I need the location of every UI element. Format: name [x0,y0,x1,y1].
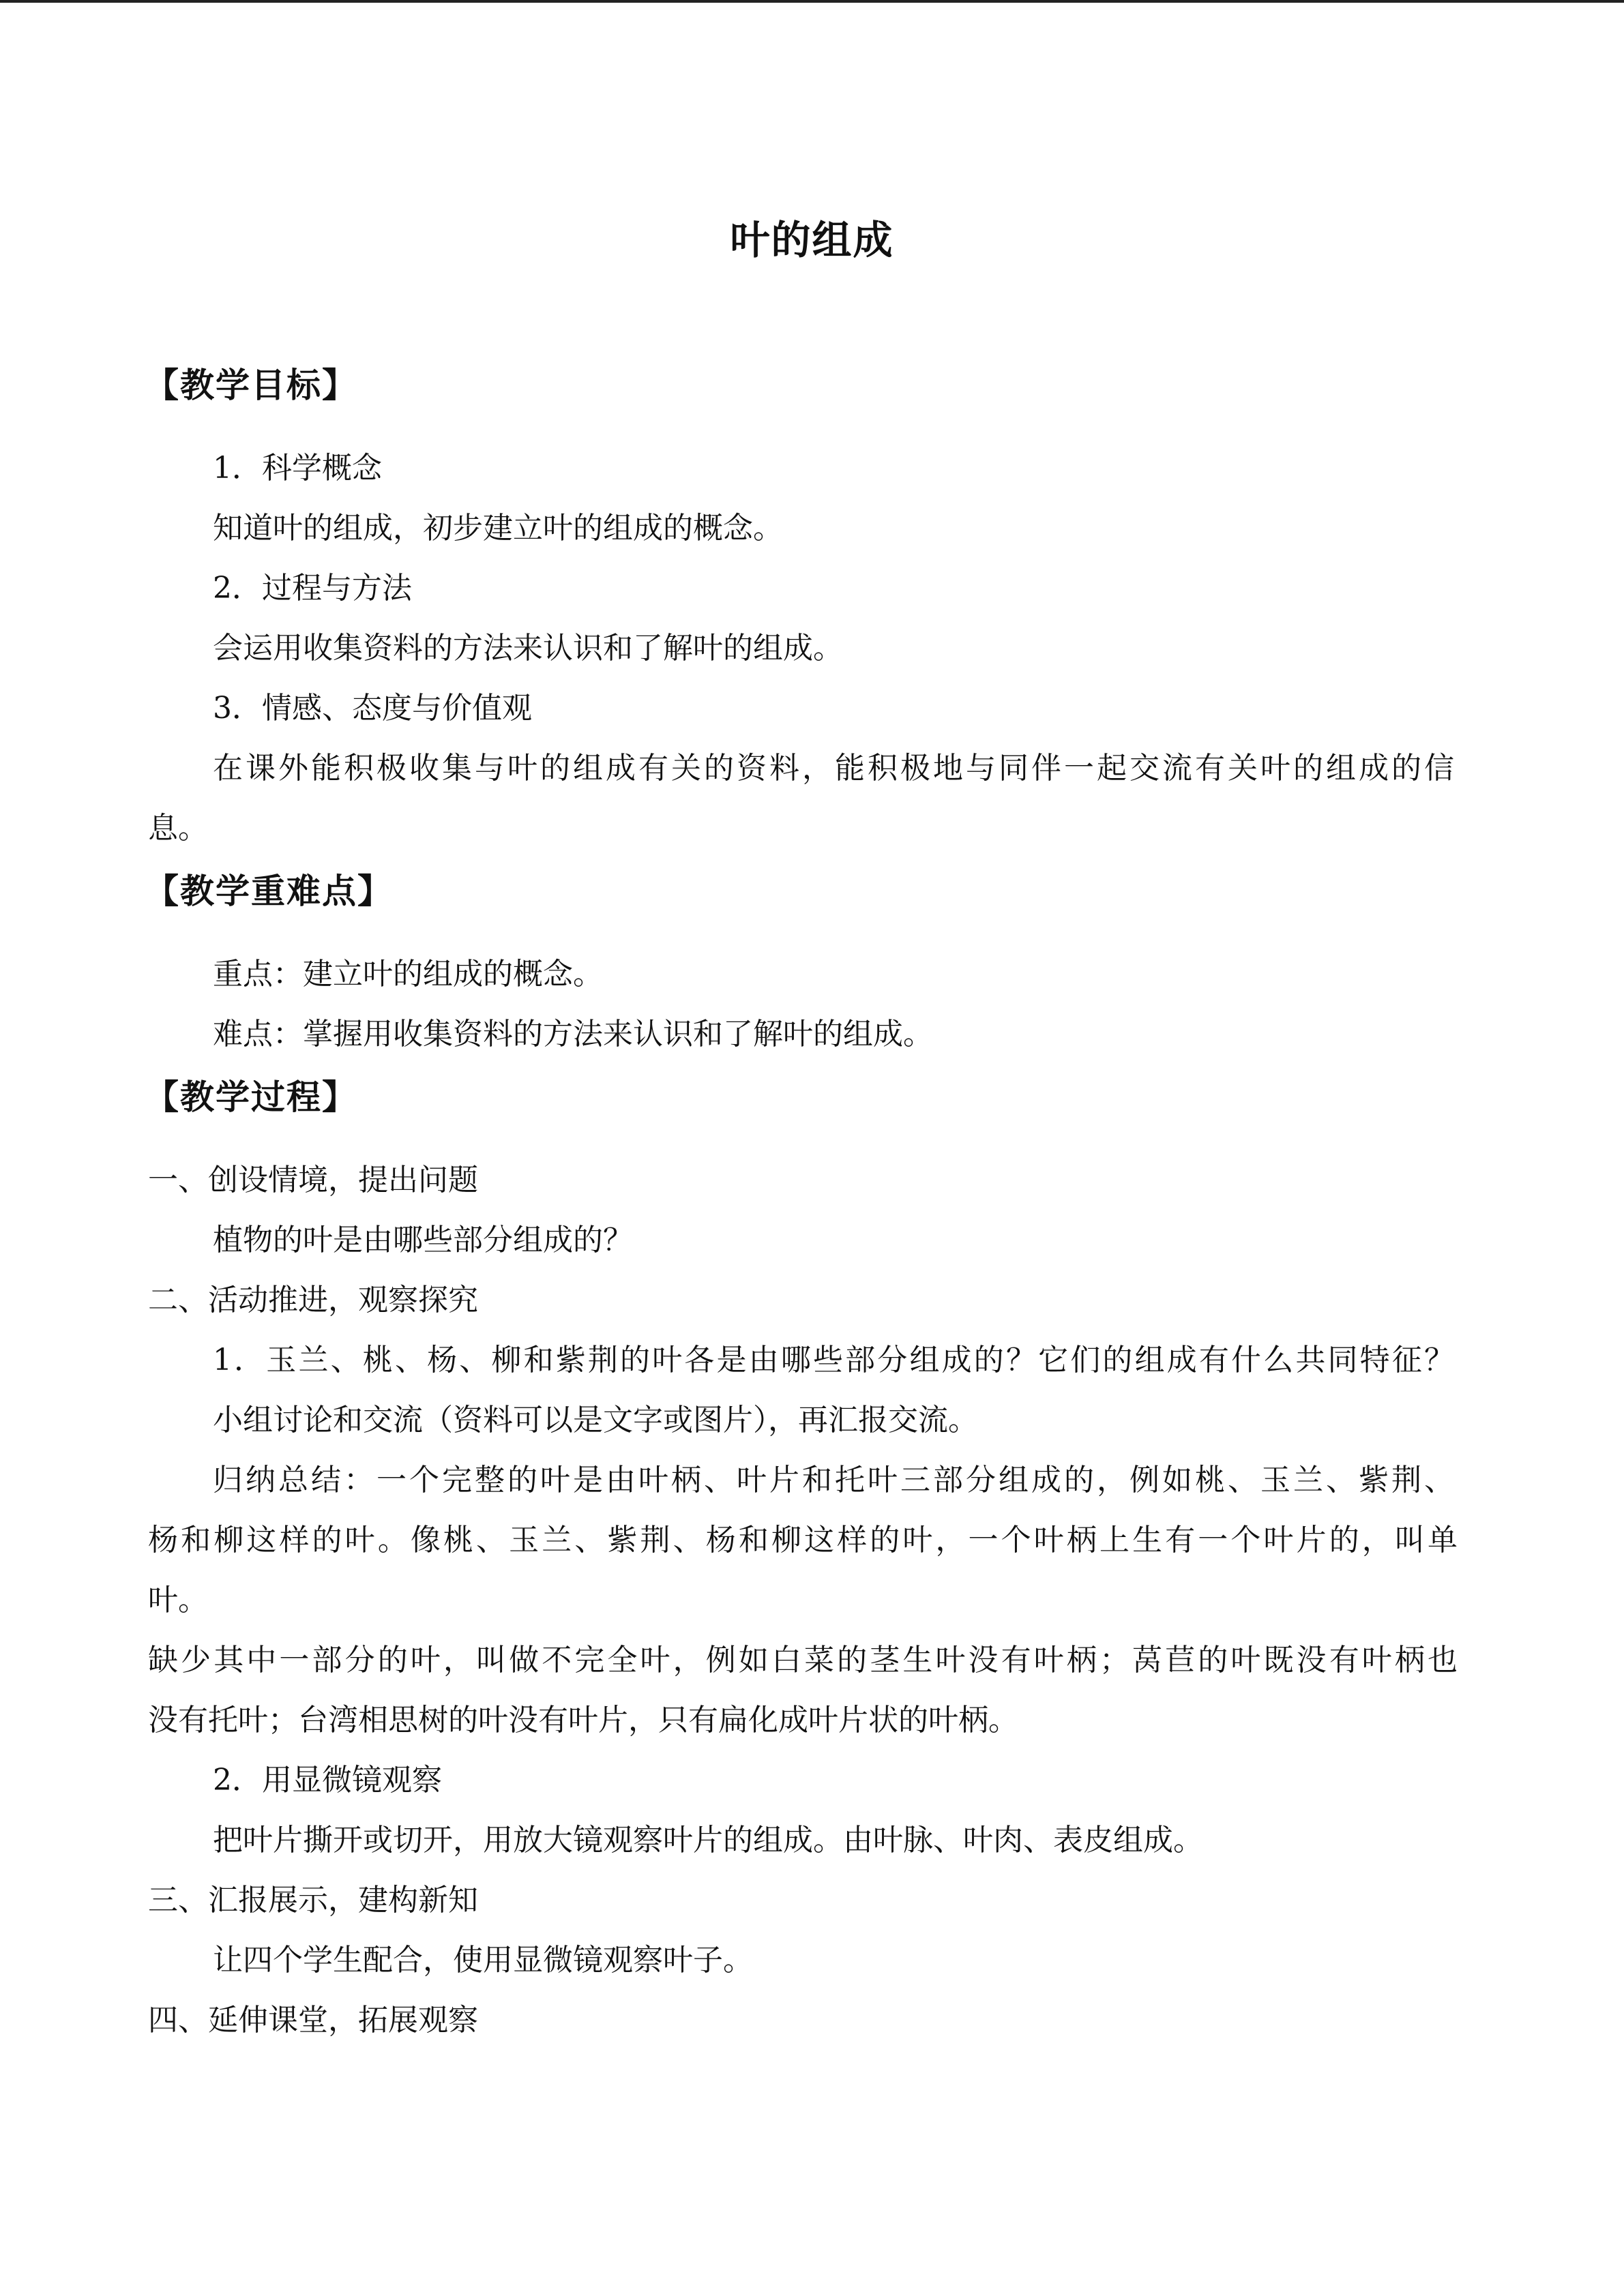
process-step-1-title: 一、创设情境，提出问题 [148,1163,478,1197]
objectives-heading: 【教学目标】 [145,366,357,405]
key-point-difficulty: 难点：掌握用收集资料的方法来认识和了解叶的组成。 [213,1017,933,1052]
process-step-2-question-1: 1．玉兰、桃、杨、柳和紫荆的叶各是由哪些部分组成的？它们的组成有什么共同特征？ [213,1343,1454,1377]
key-points-heading: 【教学重难点】 [145,871,393,911]
objective-3-title: 3．情感、态度与价值观 [213,691,532,726]
process-step-4-title: 四、延伸课堂，拓展观察 [148,2003,478,2038]
key-point-focus: 重点：建立叶的组成的概念。 [213,957,603,992]
process-step-2-summary-line2: 杨和柳这样的叶。像桃、玉兰、紫荆、杨和柳这样的叶，一个叶柄上生有一个叶片的，叫单 [148,1523,1458,1557]
process-step-2-question-2: 2．用显微镜观察 [213,1763,442,1798]
objective-1-title: 1．科学概念 [213,451,382,486]
objective-2-title: 2．过程与方法 [213,571,412,606]
document-title: 叶的组成 [730,217,894,263]
objective-3-text-line2: 息。 [148,811,208,846]
process-step-2-question-2-text: 把叶片撕开或切开，用放大镜观察叶片的组成。由叶脉、叶肉、表皮组成。 [213,1823,1203,1858]
process-step-2-title: 二、活动推进，观察探究 [148,1283,478,1317]
process-step-2-incomplete-line1: 缺少其中一部分的叶，叫做不完全叶，例如白菜的茎生叶没有叶柄；莴苣的叶既没有叶柄也 [148,1643,1458,1678]
process-step-3-text: 让四个学生配合，使用显微镜观察叶子。 [213,1943,753,1978]
process-heading: 【教学过程】 [145,1077,357,1117]
process-step-2-summary-line1: 归纳总结：一个完整的叶是由叶柄、叶片和托叶三部分组成的，例如桃、玉兰、紫荆、 [213,1463,1454,1497]
process-step-2-incomplete-line2: 没有托叶；台湾相思树的叶没有叶片，只有扁化成叶片状的叶柄。 [148,1703,1018,1738]
process-step-3-title: 三、汇报展示，建构新知 [148,1883,478,1918]
process-step-1-text: 植物的叶是由哪些部分组成的？ [213,1223,633,1257]
process-step-2-discussion: 小组讨论和交流（资料可以是文字或图片），再汇报交流。 [213,1403,978,1437]
objective-1-text: 知道叶的组成，初步建立叶的组成的概念。 [213,511,783,546]
objective-3-text-line1: 在课外能积极收集与叶的组成有关的资料，能积极地与同伴一起交流有关叶的组成的信 [213,751,1454,786]
process-step-2-summary-line3: 叶。 [148,1583,208,1617]
objective-2-text: 会运用收集资料的方法来认识和了解叶的组成。 [213,631,843,666]
